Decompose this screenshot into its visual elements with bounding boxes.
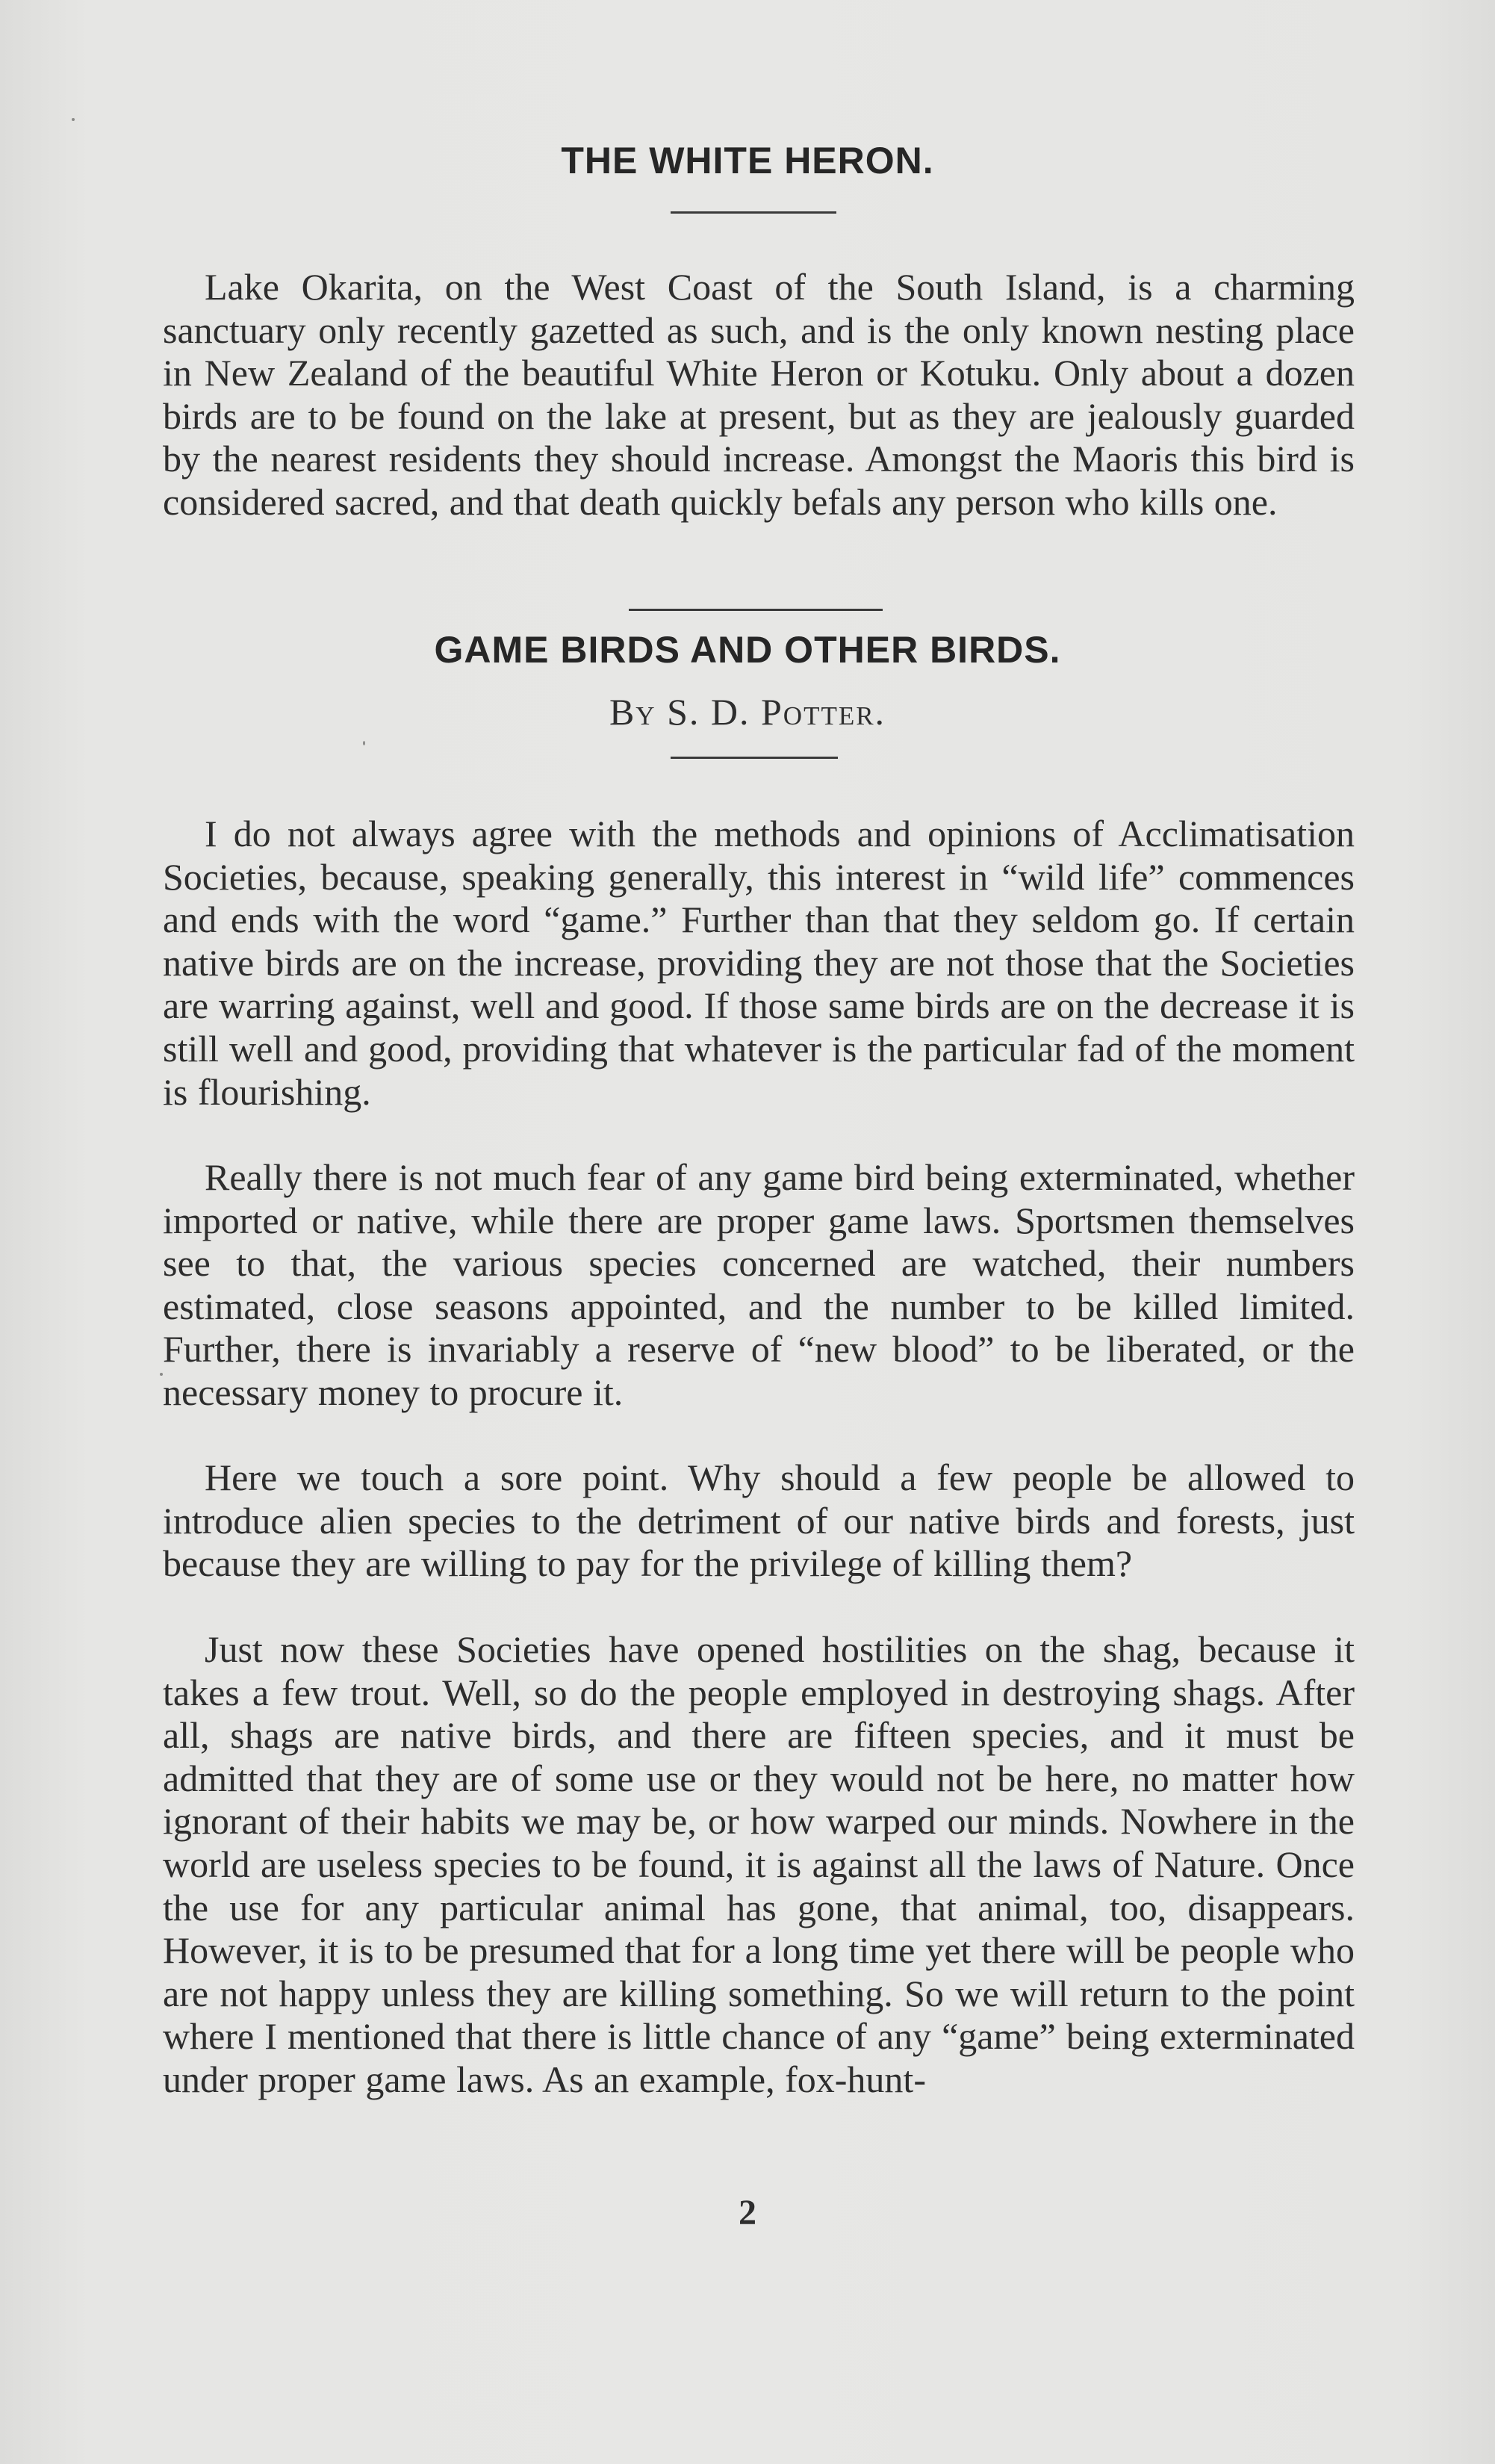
byline-underline-rule — [671, 757, 838, 759]
section-divider-rule — [629, 609, 883, 611]
article-title-white-heron: THE WHITE HERON. — [561, 140, 934, 181]
game-birds-paragraph-2: Really there is not much fear of any game bird being exterminated, whether imported or native, while there are proper game laws. Sportsmen themselves see to that, the various species concerned are watched, their numbers estimated, close seasons appointed, and the number to be killed limited. Further, there is invariably a reserve of “new blood” to be liberated, or the necessary money to procure it. — [163, 1156, 1355, 1413]
game-birds-paragraph-4: Just now these Societies have opened hostilities on the shag, because it takes a few trout. Well, so do the people employed in destroying shags. After all, shags are native birds, and there are fifteen species, and it must be admitted that they are of some use or they would not be here, no matter how ignorant of their habits we may be, or how warped our minds. Nowhere in the world are useless species to be found, it is against all the laws of Nature. Once the use for any particular animal has gone, that animal, too, disappears. However, it is to be presumed that for a long time yet there will be people who are not happy unless they are killing something. So we will return to the point where I mentioned that there is little chance of any “game” being exterminated under proper game laws. As an example, fox-hunt- — [163, 1628, 1355, 2100]
article-byline: By S. D. Potter. — [609, 691, 886, 733]
white-heron-paragraph: Lake Okarita, on the West Coast of the South Island, is a charming sanctuary only recently gazetted as such, and is the only known nesting place in New Zealand of the beautiful White Heron or Kotuku. Only about a dozen birds are to be found on the lake at present, but as they are jealously guarded by the nearest residents they should increase. Amongst the Maoris this bird is considered sacred, and that death quickly befals any person who kills one. — [163, 266, 1355, 523]
article-title-game-birds: GAME BIRDS AND OTHER BIRDS. — [434, 629, 1061, 671]
page-number: 2 — [739, 2193, 756, 2232]
paper-speck — [363, 741, 365, 745]
game-birds-paragraph-1: I do not always agree with the methods and opinions of Acclimatisation Societies, because, speaking generally, this interest in “wild life” commences and ends with the word “game.” Further than that they seldom go. If certain native birds are on the increase, providing they are not those that the Societies are warring against, well and good. If those same birds are on the decrease it is still well and good, providing that whatever is the particular fad of the moment is flourishing. — [163, 813, 1355, 1113]
title-underline-rule — [671, 211, 836, 214]
paper-speck — [72, 118, 75, 121]
game-birds-paragraph-3: Here we touch a sore point. Why should a few people be allowed to introduce alien species to the detriment of our native birds and forests, just because they are willing to pay for the privilege of killing them? — [163, 1456, 1355, 1585]
